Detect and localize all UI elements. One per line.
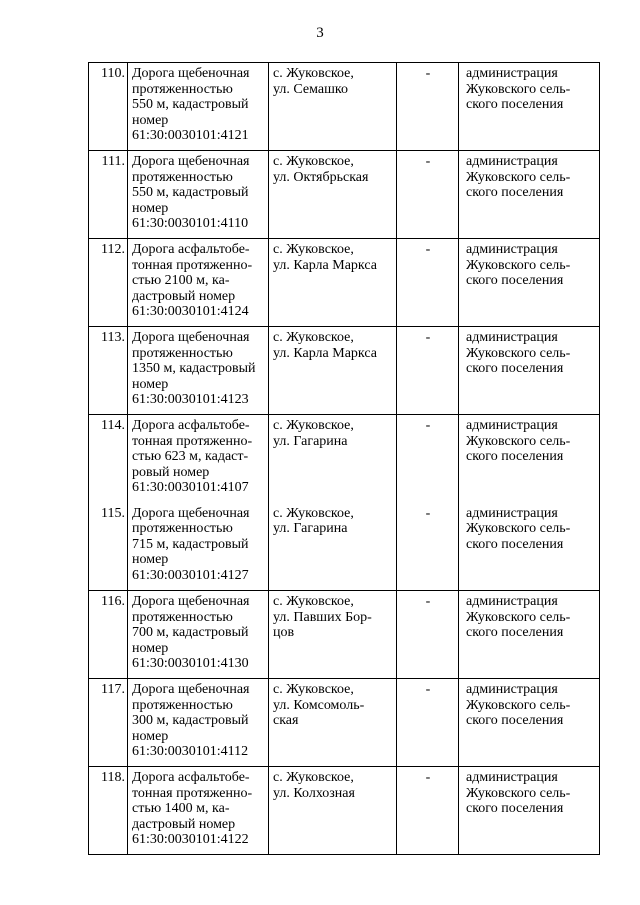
object-description: Дорога щебеночная протяженностью 550 м, кадастровый номер 61:30:0030101:4110 bbox=[128, 151, 269, 239]
row-number: 118. bbox=[89, 767, 128, 855]
row-number: 114. bbox=[89, 415, 128, 503]
roads-registry-table bbox=[88, 62, 600, 855]
object-address: с. Жуковское, ул. Карла Маркса bbox=[269, 239, 397, 327]
table-row bbox=[89, 415, 600, 503]
row-number: 113. bbox=[89, 327, 128, 415]
object-owner: администрация Жуковского сель- ского поселения bbox=[459, 151, 600, 239]
table-row bbox=[89, 767, 600, 855]
object-description: Дорога щебеночная протяженностью 300 м, кадастровый номер 61:30:0030101:4112 bbox=[128, 679, 269, 767]
object-owner: администрация Жуковского сель- ского поселения bbox=[459, 415, 600, 503]
row-number: 117. bbox=[89, 679, 128, 767]
row-number: 116. bbox=[89, 591, 128, 679]
object-address: с. Жуковское, ул. Гагарина bbox=[269, 503, 397, 591]
row-number: 111. bbox=[89, 151, 128, 239]
table-row bbox=[89, 503, 600, 591]
object-owner: администрация Жуковского сель- ского поселения bbox=[459, 327, 600, 415]
object-description: Дорога щебеночная протяженностью 550 м, кадастровый номер 61:30:0030101:4121 bbox=[128, 63, 269, 151]
object-mark: - bbox=[397, 63, 459, 151]
object-address: с. Жуковское, ул. Комсомоль- ская bbox=[269, 679, 397, 767]
table-row bbox=[89, 327, 600, 415]
object-owner: администрация Жуковского сель- ского поселения bbox=[459, 679, 600, 767]
object-mark: - bbox=[397, 679, 459, 767]
object-mark: - bbox=[397, 151, 459, 239]
object-address: с. Жуковское, ул. Семашко bbox=[269, 63, 397, 151]
object-mark: - bbox=[397, 327, 459, 415]
object-description: Дорога асфальтобе- тонная протяженно- стью 2100 м, ка- дастровый номер 61:30:0030101:4124 bbox=[128, 239, 269, 327]
row-number: 110. bbox=[89, 63, 128, 151]
object-mark: - bbox=[397, 591, 459, 679]
object-description: Дорога щебеночная протяженностью 700 м, кадастровый номер 61:30:0030101:4130 bbox=[128, 591, 269, 679]
object-owner: администрация Жуковского сель- ского поселения bbox=[459, 591, 600, 679]
object-owner: администрация Жуковского сель- ского поселения bbox=[459, 239, 600, 327]
object-mark: - bbox=[397, 503, 459, 591]
page-number: 3 bbox=[316, 25, 324, 41]
table-row bbox=[89, 679, 600, 767]
object-description: Дорога щебеночная протяженностью 1350 м, кадастровый номер 61:30:0030101:4123 bbox=[128, 327, 269, 415]
object-owner: администрация Жуковского сель- ского поселения bbox=[459, 767, 600, 855]
object-address: с. Жуковское, ул. Гагарина bbox=[269, 415, 397, 503]
row-number: 115. bbox=[89, 503, 128, 591]
object-description: Дорога асфальтобе- тонная протяженно- стью 1400 м, ка- дастровый номер 61:30:0030101:4122 bbox=[128, 767, 269, 855]
object-owner: администрация Жуковского сель- ского поселения bbox=[459, 63, 600, 151]
object-address: с. Жуковское, ул. Октябрьская bbox=[269, 151, 397, 239]
table-row bbox=[89, 239, 600, 327]
table-row bbox=[89, 63, 600, 151]
object-description: Дорога асфальтобе- тонная протяженно- стью 623 м, кадаст- ровый номер 61:30:0030101:4107 bbox=[128, 415, 269, 503]
object-description: Дорога щебеночная протяженностью 715 м, кадастровый номер 61:30:0030101:4127 bbox=[128, 503, 269, 591]
object-address: с. Жуковское, ул. Колхозная bbox=[269, 767, 397, 855]
object-mark: - bbox=[397, 415, 459, 503]
object-address: с. Жуковское, ул. Карла Маркса bbox=[269, 327, 397, 415]
table-row bbox=[89, 591, 600, 679]
object-mark: - bbox=[397, 239, 459, 327]
object-mark: - bbox=[397, 767, 459, 855]
object-address: с. Жуковское, ул. Павших Бор- цов bbox=[269, 591, 397, 679]
object-owner: администрация Жуковского сель- ского поселения bbox=[459, 503, 600, 591]
row-number: 112. bbox=[89, 239, 128, 327]
table-row bbox=[89, 151, 600, 239]
